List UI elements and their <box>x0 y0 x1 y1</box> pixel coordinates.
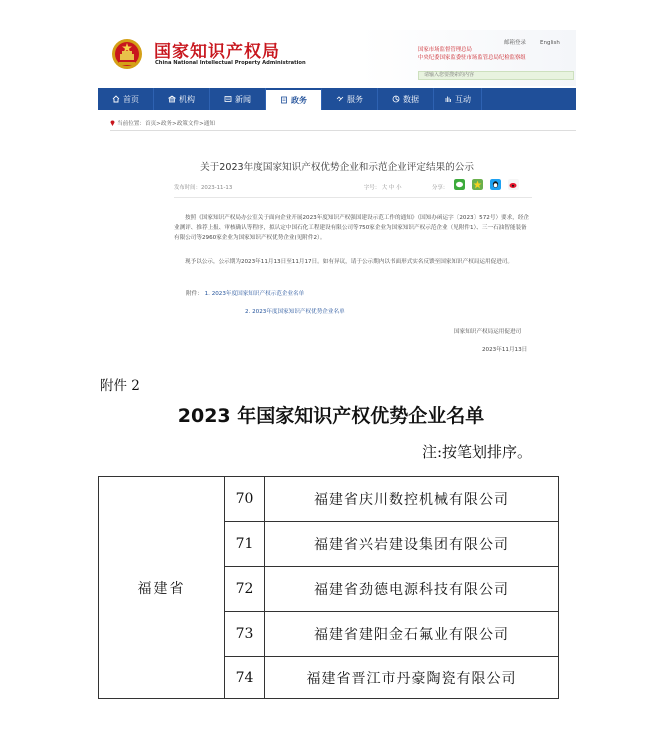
signature-org: 国家知识产权局运用促进司 <box>454 329 522 335</box>
nav-data[interactable] <box>378 88 434 110</box>
qq-share-icon[interactable] <box>490 179 501 190</box>
nav-label: 机构 <box>179 94 195 104</box>
nav-home[interactable] <box>98 88 154 110</box>
attachment-line <box>186 289 304 297</box>
site-title-en: China National Intellectual Property Administration <box>155 60 306 66</box>
promo-link-discipline[interactable]: 中央纪委国家监委驻市场监管总局纪检监察组 <box>418 54 526 61</box>
divider <box>174 197 532 198</box>
nav-news[interactable] <box>210 88 266 110</box>
table-row <box>99 477 559 522</box>
main-nav <box>98 88 576 110</box>
attachment-link-1[interactable]: 1. 2023年度国家知识产权示范企业名单 <box>204 291 305 297</box>
chart-icon <box>392 95 400 103</box>
company-name: 福建省庆川数控机械有限公司 <box>265 477 559 522</box>
attachment-link-2[interactable]: 2. 2023年度国家知识产权优势企业名单 <box>245 309 345 315</box>
mail-login-link[interactable]: 邮箱登录 <box>504 40 527 46</box>
national-emblem-icon[interactable] <box>111 38 143 70</box>
row-number: 70 <box>225 477 265 522</box>
nav-label: 服务 <box>347 94 363 104</box>
institution-icon <box>168 95 176 103</box>
nav-interaction[interactable] <box>434 88 482 110</box>
share-label: 分享： <box>432 185 449 191</box>
company-name: 福建省晋江市丹豪陶瓷有限公司 <box>265 657 559 699</box>
company-table <box>98 476 559 699</box>
site-title-cn[interactable]: 国家知识产权局 <box>154 42 280 62</box>
company-name: 福建省劲德电源科技有限公司 <box>265 567 559 612</box>
nav-government-affairs[interactable] <box>266 88 322 110</box>
wechat-share-icon[interactable] <box>454 179 465 190</box>
nav-label: 政务 <box>291 95 307 105</box>
website-screenshot <box>98 30 576 358</box>
attachment-label: 附件 2 <box>100 378 140 394</box>
document-title: 2023 年国家知识产权优势企业名单 <box>177 405 485 427</box>
nav-label: 数据 <box>403 94 419 104</box>
article-title: 关于2023年度国家知识产权优势企业和示范企业评定结果的公示 <box>200 162 474 173</box>
english-link[interactable]: English <box>540 40 560 46</box>
document-icon <box>280 96 288 104</box>
location-pin-icon <box>110 120 115 126</box>
nav-institution[interactable] <box>154 88 210 110</box>
news-icon <box>224 95 232 103</box>
qzone-share-icon[interactable] <box>472 179 483 190</box>
breadcrumb <box>110 119 215 127</box>
top-links <box>504 38 560 46</box>
sort-note: 注:按笔划排序。 <box>422 443 533 461</box>
row-number: 73 <box>225 612 265 657</box>
attachments-label: 附件： <box>186 291 203 297</box>
nav-label: 互动 <box>455 94 471 104</box>
handshake-icon <box>336 95 344 103</box>
breadcrumb-text[interactable]: 当前位置：首页>政务>政策文件>通知 <box>117 121 215 127</box>
signature-date: 2023年11月13日 <box>482 347 528 353</box>
search-input[interactable]: 请输入您要搜索的内容 <box>418 71 574 80</box>
promo-link-samr[interactable]: 国家市场监督管理总局 <box>418 47 472 53</box>
nav-service[interactable] <box>322 88 378 110</box>
home-icon <box>112 95 120 103</box>
publish-date: 发布时间：2023-11-13 <box>174 185 233 191</box>
promo-links <box>418 47 526 62</box>
site-header <box>98 30 576 86</box>
font-size-switch[interactable]: 字号： 大 中 小 <box>364 185 402 191</box>
province-cell: 福建省 <box>99 477 225 699</box>
article-paragraph: 按照《国家知识产权局办公室关于面向企业开展2023年度知识产权强国建设示范工作的通知》（国知办函运字〔2023〕572号）要求，经企业测评、推荐上报、审核确认等程序，拟认定中国石化工程建设有限公司等750家企业为国家知识产权示范企业（见附件1）、三一石油智能装备有限公司等2960家企业为国家知识产权优势企业(见附件2）。 <box>174 215 530 241</box>
article-paragraph: 现予以公示，公示期为2023年11月13日至11月17日。如有异议，请于公示期内以书面形式实名反馈至国家知识产权局运用促进司。 <box>185 259 513 265</box>
row-number: 72 <box>225 567 265 612</box>
row-number: 74 <box>225 657 265 699</box>
hand-icon <box>444 95 452 103</box>
company-name: 福建省兴岩建设集团有限公司 <box>265 522 559 567</box>
company-name: 福建省建阳金石氟业有限公司 <box>265 612 559 657</box>
nav-label: 新闻 <box>235 94 251 104</box>
row-number: 71 <box>225 522 265 567</box>
article <box>136 131 576 358</box>
weibo-share-icon[interactable] <box>508 179 519 190</box>
nav-label: 首页 <box>123 94 139 104</box>
